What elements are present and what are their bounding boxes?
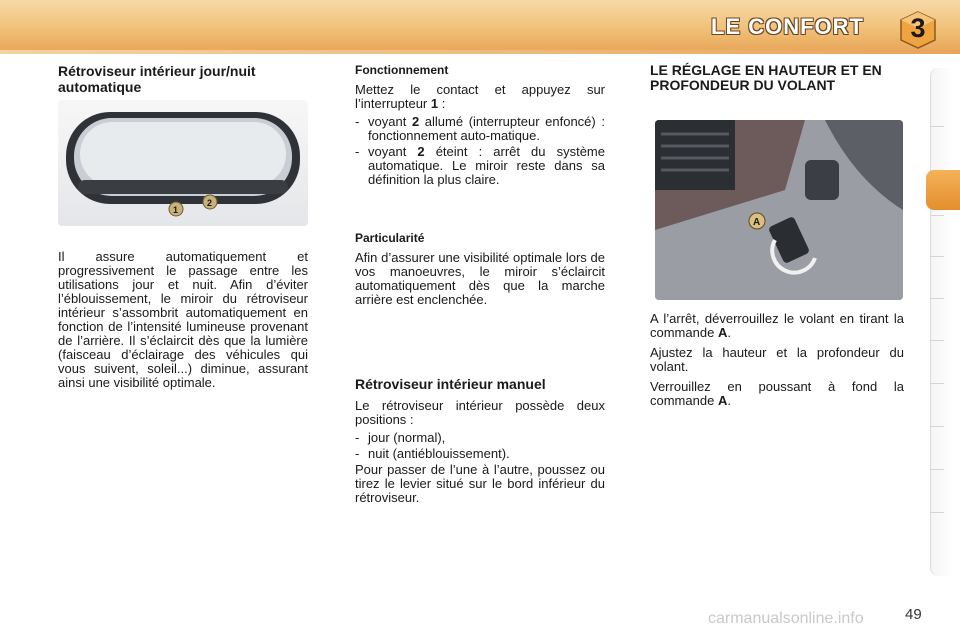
rail-tick <box>930 256 944 257</box>
steering-column-illustration <box>655 120 903 300</box>
fonctionnement-intro <box>355 83 605 111</box>
lever-ref: A <box>717 393 728 408</box>
rail-tick <box>930 383 944 384</box>
column-mirror-auto-text <box>58 250 308 398</box>
manuel-list <box>355 431 605 461</box>
p1-text: A l’arrêt, déverrouillez le volant en tirant la commande <box>650 311 904 340</box>
header-stripe <box>0 50 960 54</box>
column-operation <box>355 63 605 189</box>
column-mirror-auto <box>58 63 308 95</box>
steering-heading: LE RÉGLAGE EN HAUTEUR ET EN PROFONDEUR DU VOLANT <box>650 62 882 93</box>
column-steering <box>650 63 904 93</box>
steering-paragraph-2: Ajustez la hauteur et la profondeur du volant. <box>650 345 904 374</box>
manuel-paragraph: Pour passer de l’une à l’autre, poussez ou tirez le levier situé sur le bord inférieur du rétroviseur. <box>355 462 605 505</box>
item-prefix: voyant <box>368 114 407 129</box>
rail-tick <box>930 512 944 513</box>
watermark: carmanualsonline.info <box>708 610 864 627</box>
chapter-badge <box>898 10 938 50</box>
rail-tick <box>930 469 944 470</box>
indicator-ref: 2 <box>417 144 425 159</box>
list-item: - nuit (antiéblouissement). <box>355 447 605 461</box>
rail-tick <box>930 215 944 216</box>
item-prefix: voyant <box>368 144 407 159</box>
intro-text: Mettez le contact et appuyez sur l’interrupteur <box>355 82 605 111</box>
chapter-tab-active[interactable] <box>926 170 960 210</box>
indicator-ref: 2 <box>411 114 420 129</box>
rail-tick <box>930 340 944 341</box>
rearview-mirror-icon <box>58 100 308 226</box>
rail-tick <box>930 298 944 299</box>
list-item <box>355 115 605 143</box>
mirror-auto-paragraph: Il assure automatiquement et progressivement le passage entre les utilisations jour et nuit. Afin d’éviter l’éblouissement, le miroir du rétroviseur intérieur s’assombrit automatiquement en fonction de l’intensité lumineuse provenant de l’arrière. Il s’éclaircit dès que la lumière (faisceau d’éclairage des véhicules qui vous suivent, soleil...) diminue, assurant ainsi une visibilité optimale. <box>58 249 308 390</box>
steering-paragraph-3 <box>650 380 904 408</box>
list-item <box>355 145 605 187</box>
column-manual-mirror <box>355 376 605 513</box>
p3-suffix: . <box>727 393 731 408</box>
column-steering-text <box>650 312 904 416</box>
p1-suffix: . <box>727 325 731 340</box>
chapter-rail <box>930 68 953 576</box>
item-text: éteint : arrêt du système automatique. Le miroir reste dans sa définition la plus claire. <box>368 144 605 187</box>
intro-suffix: : <box>441 96 446 111</box>
chapter-number: 3 <box>910 13 926 43</box>
callout-1: 1 <box>173 205 179 215</box>
section-heading: Rétroviseur intérieur jour/nuit automatique <box>58 63 256 95</box>
steering-paragraph-1 <box>650 312 904 340</box>
rail-tick <box>930 426 944 427</box>
list-item: - jour (normal), <box>355 431 605 445</box>
manuel-heading: Rétroviseur intérieur manuel <box>355 376 546 392</box>
steering-lever-icon <box>655 120 903 300</box>
rail-tick <box>930 126 944 127</box>
manuel-intro: Le rétroviseur intérieur possède deux positions : <box>355 398 605 427</box>
particularite-paragraph: Afin d’assurer une visibilité optimale lors de vos manoeuvres, le miroir s’éclaircit automatiquement dès que la marche arrière est enclenchée. <box>355 250 605 307</box>
p3-text: Verrouillez en poussant à fond la commande <box>650 379 904 408</box>
fonctionnement-list <box>355 115 605 187</box>
callout-2: 2 <box>207 198 213 208</box>
rearview-mirror-illustration <box>58 100 308 226</box>
particularite-heading: Particularité <box>355 231 425 245</box>
switch-ref: 1 <box>430 96 439 111</box>
column-particularity <box>355 231 605 315</box>
item-text: allumé (interrupteur enfoncé) : fonctionnement auto-matique. <box>368 114 605 143</box>
page-title: LE CONFORT <box>711 14 864 39</box>
lever-ref: A <box>717 325 728 340</box>
callout-A: A <box>753 217 761 228</box>
fonctionnement-heading: Fonctionnement <box>355 63 449 77</box>
page-number: 49 <box>905 606 922 623</box>
